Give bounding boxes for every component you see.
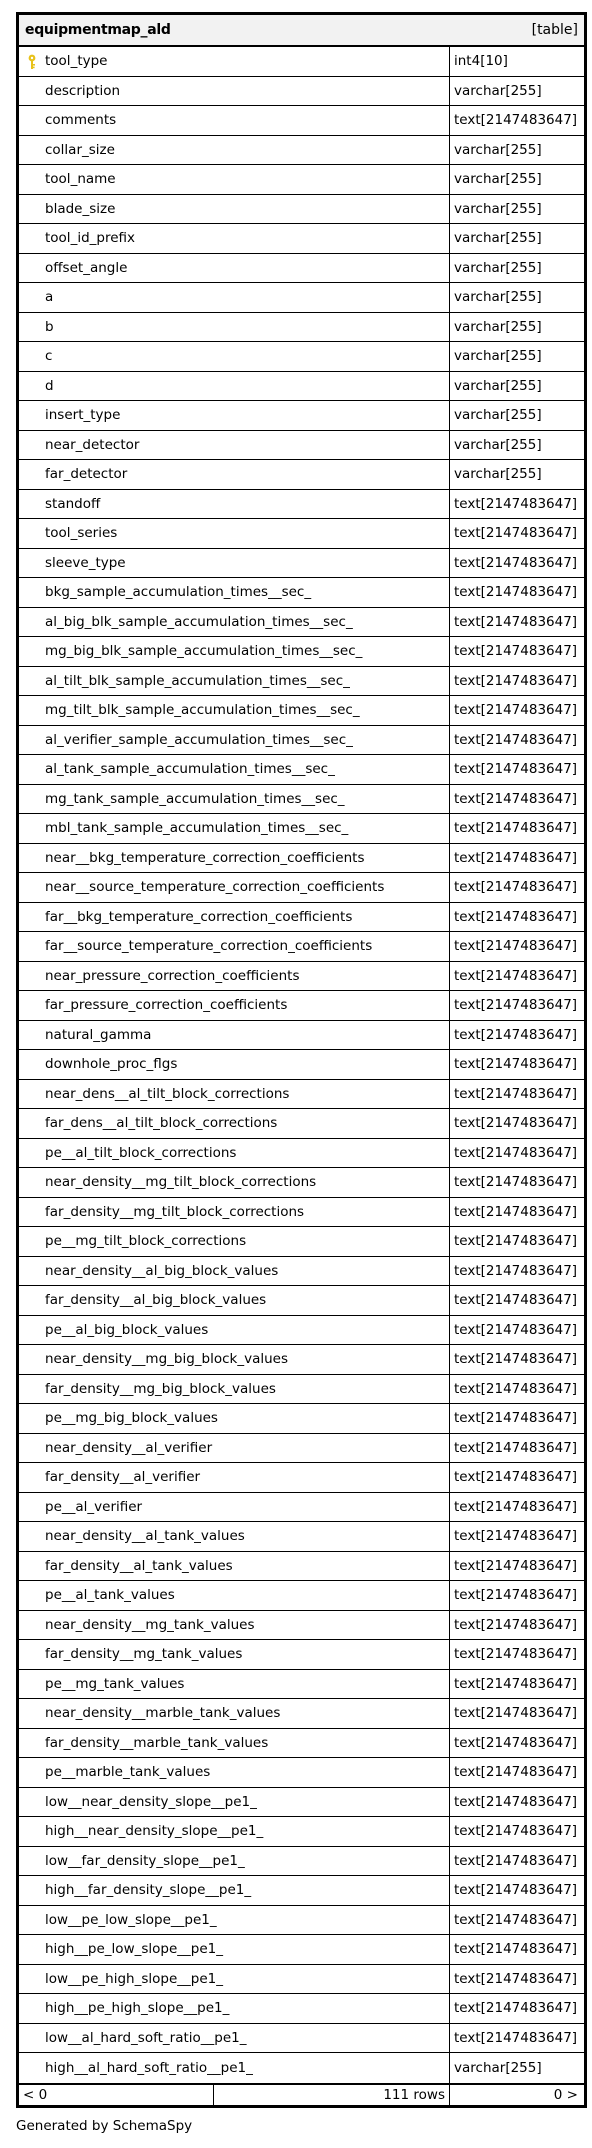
parents-count[interactable]: 0 >: [553, 2086, 578, 2103]
column-name[interactable]: [19, 903, 450, 932]
column-row: [19, 1434, 584, 1464]
column-name-text: mg_tilt_blk_sample_accumulation_times__sec_: [45, 702, 360, 719]
column-row: [19, 224, 584, 254]
column-name[interactable]: [19, 549, 450, 578]
column-name[interactable]: [19, 254, 450, 283]
column-type: varchar[255]: [454, 348, 542, 365]
column-row: [19, 696, 584, 726]
column-type: text[2147483647]: [454, 1292, 578, 1309]
column-name[interactable]: [19, 1404, 450, 1433]
column-name[interactable]: [19, 696, 450, 725]
column-name[interactable]: [19, 47, 450, 76]
column-name-text: d: [45, 377, 54, 394]
column-type: text[2147483647]: [454, 525, 578, 542]
column-row: [19, 47, 584, 77]
column-name-text: near_dens__al_tilt_block_corrections: [45, 1085, 290, 1102]
column-type: text[2147483647]: [454, 1439, 578, 1456]
column-name-text: sleeve_type: [45, 554, 126, 571]
column-row: [19, 342, 584, 372]
column-name[interactable]: [19, 1286, 450, 1315]
column-name[interactable]: [19, 785, 450, 814]
column-name[interactable]: [19, 1581, 450, 1610]
column-type: text[2147483647]: [454, 554, 578, 571]
column-name[interactable]: [19, 1994, 450, 2023]
column-name-text: near__bkg_temperature_correction_coefficients: [45, 849, 365, 866]
column-type: text[2147483647]: [454, 1911, 578, 1928]
column-name-text: pe__al_tilt_block_corrections: [45, 1144, 237, 1161]
table-name[interactable]: equipmentmap_ald: [25, 22, 171, 38]
column-name-text: far_density__al_tank_values: [45, 1557, 233, 1574]
column-name-text: collar_size: [45, 141, 115, 158]
column-name[interactable]: [19, 1906, 450, 1935]
column-type: text[2147483647]: [454, 1056, 578, 1073]
column-row: [19, 1817, 584, 1847]
column-type: text[2147483647]: [454, 672, 578, 689]
column-row: [19, 254, 584, 284]
column-type: text[2147483647]: [454, 1646, 578, 1663]
column-name[interactable]: [19, 1817, 450, 1846]
column-name-text: tool_series: [45, 525, 118, 542]
column-row: [19, 755, 584, 785]
column-name[interactable]: [19, 165, 450, 194]
column-name-text: far_detector: [45, 466, 128, 483]
table-header: [19, 15, 584, 47]
column-type: text[2147483647]: [454, 908, 578, 925]
column-name-text: pe__al_big_block_values: [45, 1321, 209, 1338]
column-type: text[2147483647]: [454, 1085, 578, 1102]
column-row: [19, 1847, 584, 1877]
column-name[interactable]: [19, 136, 450, 165]
column-row: [19, 1758, 584, 1788]
column-row: [19, 873, 584, 903]
column-type: text[2147483647]: [454, 1233, 578, 1250]
column-name[interactable]: [19, 1463, 450, 1492]
column-type: text[2147483647]: [454, 1380, 578, 1397]
column-type: varchar[255]: [454, 436, 542, 453]
column-name-text: near__source_temperature_correction_coefficients: [45, 879, 385, 896]
column-name-text: near_density__mg_tilt_block_corrections: [45, 1174, 317, 1191]
column-type: text[2147483647]: [454, 1941, 578, 1958]
column-name[interactable]: [19, 1935, 450, 1964]
column-type: text[2147483647]: [454, 1793, 578, 1810]
column-row: [19, 1552, 584, 1582]
column-name-text: far_density__mg_big_block_values: [45, 1380, 276, 1397]
column-name-text: low__near_density_slope__pe1_: [45, 1793, 257, 1810]
column-row: [19, 578, 584, 608]
column-name-text: near_pressure_correction_coefficients: [45, 967, 300, 984]
column-name-text: high__near_density_slope__pe1_: [45, 1823, 264, 1840]
column-name-text: natural_gamma: [45, 1026, 152, 1043]
column-name[interactable]: [19, 755, 450, 784]
column-type: text[2147483647]: [454, 997, 578, 1014]
column-row: [19, 1581, 584, 1611]
column-name-text: near_density__al_verifier: [45, 1439, 213, 1456]
column-name-text: pe__mg_tilt_block_corrections: [45, 1233, 247, 1250]
column-type: text[2147483647]: [454, 1351, 578, 1368]
column-type: text[2147483647]: [454, 495, 578, 512]
column-type: text[2147483647]: [454, 1144, 578, 1161]
column-name-text: far_pressure_correction_coefficients: [45, 997, 288, 1014]
column-row: [19, 1021, 584, 1051]
column-name-text: high__far_density_slope__pe1_: [45, 1882, 252, 1899]
column-type: text[2147483647]: [454, 1734, 578, 1751]
column-name-text: al_big_blk_sample_accumulation_times__sec_: [45, 613, 353, 630]
column-name[interactable]: [19, 1640, 450, 1669]
column-name-text: far_density__marble_tank_values: [45, 1734, 269, 1751]
column-name-text: high__pe_high_slope__pe1_: [45, 2000, 230, 2017]
column-name-text: bkg_sample_accumulation_times__sec_: [45, 584, 312, 601]
column-name[interactable]: [19, 1788, 450, 1817]
column-name[interactable]: [19, 1965, 450, 1994]
column-row: [19, 401, 584, 431]
column-type: text[2147483647]: [454, 820, 578, 837]
column-type: text[2147483647]: [454, 2000, 578, 2017]
column-name[interactable]: [19, 1050, 450, 1079]
column-type: text[2147483647]: [454, 643, 578, 660]
column-name-text: near_density__al_tank_values: [45, 1528, 245, 1545]
column-name[interactable]: [19, 932, 450, 961]
column-name-text: near_density__mg_tank_values: [45, 1616, 255, 1633]
column-name-text: description: [45, 82, 121, 99]
column-type: varchar[255]: [454, 82, 542, 99]
column-name-text: b: [45, 318, 54, 335]
column-name-text: tool_id_prefix: [45, 230, 136, 247]
column-name[interactable]: [19, 431, 450, 460]
table-entity: [16, 12, 587, 2108]
column-name-text: al_verifier_sample_accumulation_times__sec_: [45, 731, 353, 748]
column-name[interactable]: [19, 342, 450, 371]
column-row: [19, 460, 584, 490]
column-name-text: near_density__marble_tank_values: [45, 1705, 281, 1722]
column-type: text[2147483647]: [454, 1262, 578, 1279]
column-type: varchar[255]: [454, 200, 542, 217]
column-name[interactable]: [19, 1345, 450, 1374]
table-kind: [table]: [531, 22, 578, 38]
column-name-text: far_density__mg_tilt_block_corrections: [45, 1203, 305, 1220]
column-type: varchar[255]: [454, 171, 542, 188]
column-type: text[2147483647]: [454, 1469, 578, 1486]
generated-by-label: Generated by SchemaSpy: [16, 2118, 193, 2134]
column-type: varchar[255]: [454, 259, 542, 276]
column-type: text[2147483647]: [454, 1528, 578, 1545]
column-row: [19, 991, 584, 1021]
column-name[interactable]: [19, 962, 450, 991]
column-type: text[2147483647]: [454, 1675, 578, 1692]
column-row: [19, 1906, 584, 1936]
column-type: varchar[255]: [454, 2059, 542, 2076]
column-row: [19, 2053, 584, 2083]
column-row: [19, 726, 584, 756]
column-name[interactable]: [19, 814, 450, 843]
column-type: text[2147483647]: [454, 584, 578, 601]
column-type: text[2147483647]: [454, 1410, 578, 1427]
column-row: [19, 283, 584, 313]
column-name[interactable]: [19, 1316, 450, 1345]
column-row: [19, 1227, 584, 1257]
column-type: text[2147483647]: [454, 1203, 578, 1220]
column-name[interactable]: [19, 991, 450, 1020]
column-name-text: near_detector: [45, 436, 140, 453]
column-type: varchar[255]: [454, 318, 542, 335]
column-name[interactable]: [19, 1611, 450, 1640]
column-row: [19, 608, 584, 638]
column-name-text: pe__marble_tank_values: [45, 1764, 211, 1781]
column-row: [19, 1699, 584, 1729]
column-row: [19, 313, 584, 343]
column-name-text: mg_big_blk_sample_accumulation_times__sec_: [45, 643, 363, 660]
column-row: [19, 1729, 584, 1759]
column-name-text: low__pe_low_slope__pe1_: [45, 1911, 217, 1928]
column-name[interactable]: [19, 519, 450, 548]
column-row: [19, 77, 584, 107]
column-name[interactable]: [19, 667, 450, 696]
column-name-text: far_density__mg_tank_values: [45, 1646, 243, 1663]
column-name-text: far_density__al_verifier: [45, 1469, 201, 1486]
column-name[interactable]: [19, 1552, 450, 1581]
column-row: [19, 785, 584, 815]
column-type: text[2147483647]: [454, 613, 578, 630]
column-type: varchar[255]: [454, 141, 542, 158]
column-name-text: low__far_density_slope__pe1_: [45, 1852, 245, 1869]
column-type: text[2147483647]: [454, 1115, 578, 1132]
column-list: [19, 47, 584, 2083]
column-name[interactable]: [19, 1227, 450, 1256]
column-row: [19, 136, 584, 166]
column-name[interactable]: [19, 1699, 450, 1728]
column-row: [19, 1168, 584, 1198]
column-row: [19, 106, 584, 136]
column-row: [19, 1965, 584, 1995]
column-name-text: far_dens__al_tilt_block_corrections: [45, 1115, 278, 1132]
column-row: [19, 1640, 584, 1670]
column-name-text: pe__al_verifier: [45, 1498, 143, 1515]
column-row: [19, 1139, 584, 1169]
column-name-text: standoff: [45, 495, 101, 512]
column-name[interactable]: [19, 490, 450, 519]
column-type: varchar[255]: [454, 407, 542, 424]
column-row: [19, 1522, 584, 1552]
column-name[interactable]: [19, 195, 450, 224]
column-row: [19, 1375, 584, 1405]
column-type: text[2147483647]: [454, 702, 578, 719]
column-row: [19, 1935, 584, 1965]
column-row: [19, 1994, 584, 2024]
column-name[interactable]: [19, 1080, 450, 1109]
column-row: [19, 519, 584, 549]
column-type: text[2147483647]: [454, 1174, 578, 1191]
column-name[interactable]: [19, 1434, 450, 1463]
column-name[interactable]: [19, 578, 450, 607]
column-row: [19, 1788, 584, 1818]
column-name[interactable]: [19, 1257, 450, 1286]
column-name-text: downhole_proc_flgs: [45, 1056, 178, 1073]
column-row: [19, 2024, 584, 2054]
column-type: varchar[255]: [454, 466, 542, 483]
column-name[interactable]: [19, 844, 450, 873]
column-name-text: c: [45, 348, 53, 365]
column-row: [19, 372, 584, 402]
column-row: [19, 1257, 584, 1287]
column-row: [19, 1050, 584, 1080]
column-name[interactable]: [19, 106, 450, 135]
table-footer: [19, 2083, 584, 2105]
column-row: [19, 1286, 584, 1316]
column-name[interactable]: [19, 2024, 450, 2053]
column-name[interactable]: [19, 1729, 450, 1758]
column-row: [19, 165, 584, 195]
column-name-text: low__al_hard_soft_ratio__pe1_: [45, 2029, 247, 2046]
column-row: [19, 490, 584, 520]
column-type: text[2147483647]: [454, 1764, 578, 1781]
column-name[interactable]: [19, 1670, 450, 1699]
column-name[interactable]: [19, 372, 450, 401]
column-type: text[2147483647]: [454, 1970, 578, 1987]
column-row: [19, 844, 584, 874]
column-name[interactable]: [19, 283, 450, 312]
column-type: varchar[255]: [454, 377, 542, 394]
column-type: text[2147483647]: [454, 2029, 578, 2046]
column-name[interactable]: [19, 460, 450, 489]
column-name[interactable]: [19, 1021, 450, 1050]
column-name-text: far_density__al_big_block_values: [45, 1292, 267, 1309]
column-name[interactable]: [19, 1198, 450, 1227]
column-name-text: blade_size: [45, 200, 116, 217]
column-name[interactable]: [19, 1493, 450, 1522]
column-type: text[2147483647]: [454, 112, 578, 129]
column-name[interactable]: [19, 1168, 450, 1197]
column-row: [19, 431, 584, 461]
column-name-text: high__al_hard_soft_ratio__pe1_: [45, 2059, 253, 2076]
column-row: [19, 1876, 584, 1906]
column-type: text[2147483647]: [454, 1705, 578, 1722]
column-name[interactable]: [19, 1375, 450, 1404]
row-count: 111 rows: [214, 2085, 450, 2105]
column-type: text[2147483647]: [454, 1321, 578, 1338]
column-name-text: pe__al_tank_values: [45, 1587, 175, 1604]
column-type: text[2147483647]: [454, 1823, 578, 1840]
column-row: [19, 962, 584, 992]
column-row: [19, 1198, 584, 1228]
column-type: text[2147483647]: [454, 849, 578, 866]
column-name[interactable]: [19, 608, 450, 637]
column-name-text: near_density__al_big_block_values: [45, 1262, 279, 1279]
column-row: [19, 903, 584, 933]
column-type: text[2147483647]: [454, 790, 578, 807]
column-name[interactable]: [19, 637, 450, 666]
column-name-text: tool_type: [45, 53, 108, 70]
column-type: varchar[255]: [454, 230, 542, 247]
column-name[interactable]: [19, 77, 450, 106]
column-name[interactable]: [19, 1109, 450, 1138]
column-type: text[2147483647]: [454, 879, 578, 896]
column-type: text[2147483647]: [454, 1557, 578, 1574]
column-row: [19, 1109, 584, 1139]
column-type: text[2147483647]: [454, 938, 578, 955]
column-row: [19, 814, 584, 844]
column-name[interactable]: [19, 726, 450, 755]
column-name[interactable]: [19, 1876, 450, 1905]
column-row: [19, 1316, 584, 1346]
column-type: text[2147483647]: [454, 1852, 578, 1869]
column-type: int4[10]: [454, 53, 508, 70]
column-row: [19, 1404, 584, 1434]
column-row: [19, 637, 584, 667]
column-name[interactable]: [19, 401, 450, 430]
column-row: [19, 549, 584, 579]
column-name-text: comments: [45, 112, 117, 129]
column-name[interactable]: [19, 1139, 450, 1168]
column-row: [19, 932, 584, 962]
column-name-text: far__bkg_temperature_correction_coefficients: [45, 908, 353, 925]
column-name-text: tool_name: [45, 171, 116, 188]
column-type: text[2147483647]: [454, 1882, 578, 1899]
column-name[interactable]: [19, 1847, 450, 1876]
column-row: [19, 667, 584, 697]
column-type: text[2147483647]: [454, 1616, 578, 1633]
column-name[interactable]: [19, 1758, 450, 1787]
column-row: [19, 1463, 584, 1493]
column-name-text: al_tilt_blk_sample_accumulation_times__sec_: [45, 672, 350, 689]
column-name-text: al_tank_sample_accumulation_times__sec_: [45, 761, 335, 778]
column-row: [19, 1345, 584, 1375]
column-type: text[2147483647]: [454, 761, 578, 778]
column-name[interactable]: [19, 1522, 450, 1551]
column-type: text[2147483647]: [454, 967, 578, 984]
column-row: [19, 1611, 584, 1641]
column-name-text: low__pe_high_slope__pe1_: [45, 1970, 223, 1987]
column-type: text[2147483647]: [454, 1498, 578, 1515]
children-count[interactable]: < 0: [19, 2085, 214, 2105]
column-name-text: offset_angle: [45, 259, 128, 276]
column-name[interactable]: [19, 224, 450, 253]
column-type: text[2147483647]: [454, 731, 578, 748]
column-name-text: pe__mg_big_block_values: [45, 1410, 218, 1427]
column-name-text: near_density__mg_big_block_values: [45, 1351, 289, 1368]
column-name-text: pe__mg_tank_values: [45, 1675, 185, 1692]
column-row: [19, 1493, 584, 1523]
column-name-text: far__source_temperature_correction_coefficients: [45, 938, 373, 955]
column-name[interactable]: [19, 2053, 450, 2083]
column-name-text: mg_tank_sample_accumulation_times__sec_: [45, 790, 345, 807]
column-name-text: high__pe_low_slope__pe1_: [45, 1941, 223, 1958]
column-type: text[2147483647]: [454, 1587, 578, 1604]
key-icon: [27, 54, 37, 70]
column-row: [19, 1670, 584, 1700]
column-row: [19, 195, 584, 225]
column-name[interactable]: [19, 873, 450, 902]
column-name-text: insert_type: [45, 407, 121, 424]
column-type: text[2147483647]: [454, 1026, 578, 1043]
column-row: [19, 1080, 584, 1110]
column-type: varchar[255]: [454, 289, 542, 306]
column-name-text: a: [45, 289, 54, 306]
column-name-text: mbl_tank_sample_accumulation_times__sec_: [45, 820, 349, 837]
column-name[interactable]: [19, 313, 450, 342]
